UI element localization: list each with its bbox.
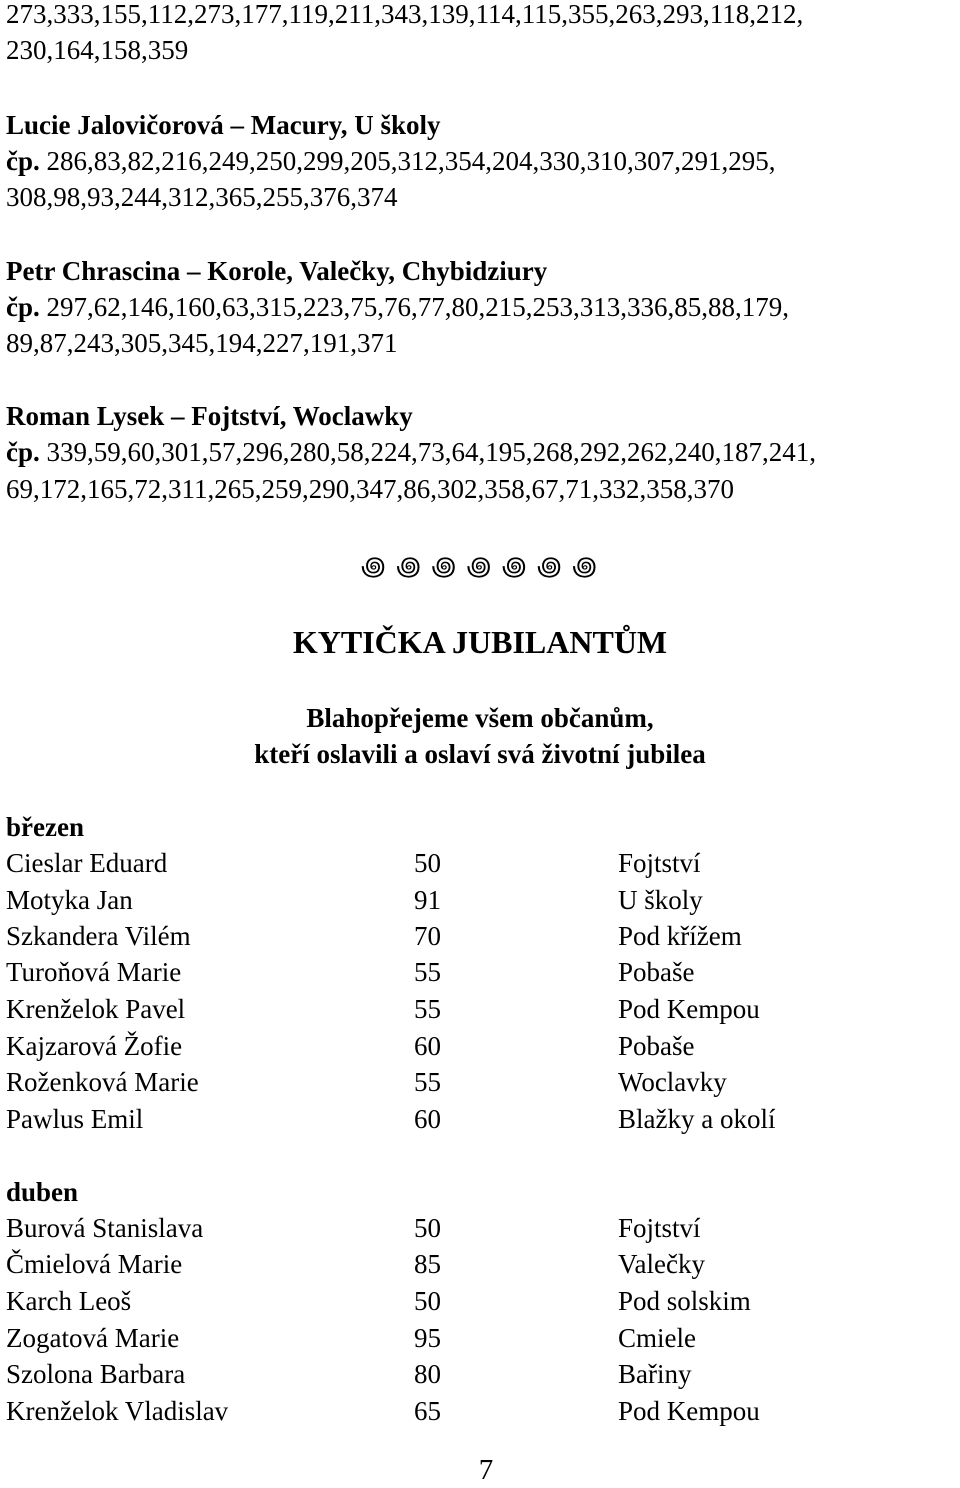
entry-numbers: 286,83,82,216,249,250,299,205,312,354,204,330,310,307,291,295, [39,146,776,176]
list-item [0,954,960,990]
person-place: Blažky a okolí [618,1104,776,1134]
list-item [0,845,960,881]
person-place: Fojtství [618,1213,701,1243]
list-item [0,1101,960,1137]
ornament-divider: ꩜ ꩜ ꩜ ꩜ ꩜ ꩜ ꩜ [361,552,599,581]
person-age: 85 [414,1249,441,1279]
intro-line: 273,333,155,112,273,177,119,211,343,139,114,115,355,263,293,118,212, [6,0,804,29]
person-place: Woclavky [618,1067,727,1097]
person-place: Pod křížem [618,921,742,951]
page-number: 7 [478,1454,494,1486]
person-age: 60 [414,1031,441,1061]
person-place: Valečky [618,1249,705,1279]
entry-numbers: 339,59,60,301,57,296,280,58,224,73,64,195,268,292,262,240,187,241, [39,437,816,467]
list-item [0,1320,960,1356]
cp-label: čp. [6,292,40,322]
list-item [0,1028,960,1064]
month-heading: březen [6,812,84,842]
person-age: 55 [414,1067,441,1097]
person-place: Bařiny [618,1359,692,1389]
list-item [0,1064,960,1100]
person-name: Čmielová Marie [6,1249,183,1279]
list-item [0,1210,960,1246]
entry-name: Lucie Jalovičorová – Macury, U školy [6,110,441,140]
entry-numbers-continued: 308,98,93,244,312,365,255,376,374 [6,182,398,212]
person-age: 50 [414,1213,441,1243]
person-place: Pod Kempou [618,1396,760,1426]
cp-label: čp. [6,437,40,467]
entry-numbers-continued: 69,172,165,72,311,265,259,290,347,86,302,358,67,71,332,358,370 [6,474,734,504]
person-age: 80 [414,1359,441,1389]
person-age: 70 [414,921,441,951]
month-heading: duben [6,1177,79,1207]
person-place: Pod solskim [618,1286,751,1316]
entry-numbers-line [6,434,816,470]
person-name: Burová Stanislava [6,1213,204,1243]
person-age: 50 [414,848,441,878]
person-name: Szolona Barbara [6,1359,186,1389]
entry-numbers: 297,62,146,160,63,315,223,75,76,77,80,215,253,313,336,85,88,179, [39,292,789,322]
person-name: Roženková Marie [6,1067,199,1097]
list-item [0,1246,960,1282]
list-item [0,918,960,954]
person-name: Karch Leoš [6,1286,132,1316]
intro-line: 230,164,158,359 [6,35,189,65]
person-name: Kajzarová Žofie [6,1031,183,1061]
cp-label: čp. [6,146,40,176]
entry-name: Petr Chrascina – Korole, Valečky, Chybidziury [6,256,548,286]
person-name: Pawlus Emil [6,1104,144,1134]
person-name: Krenželok Pavel [6,994,186,1024]
person-age: 55 [414,994,441,1024]
list-item [0,1283,960,1319]
person-name: Zogatová Marie [6,1323,180,1353]
entry-numbers-continued: 89,87,243,305,345,194,227,191,371 [6,328,398,358]
person-place: Pobaše [618,957,695,987]
list-item [0,991,960,1027]
person-name: Turoňová Marie [6,957,182,987]
person-name: Szkandera Vilém [6,921,191,951]
person-place: Pobaše [618,1031,695,1061]
person-name: Motyka Jan [6,885,133,915]
person-age: 95 [414,1323,441,1353]
section-subtitle: kteří oslavili a oslaví svá životní jubilea [254,739,706,769]
list-item [0,882,960,918]
list-item [0,1393,960,1429]
person-place: Pod Kempou [618,994,760,1024]
entry-numbers-line [6,289,789,325]
section-title: KYTIČKA JUBILANTŮM [292,624,668,660]
list-item [0,1356,960,1392]
person-age: 91 [414,885,441,915]
person-name: Krenželok Vladislav [6,1396,229,1426]
person-age: 55 [414,957,441,987]
person-place: Cmiele [618,1323,696,1353]
entry-name: Roman Lysek – Fojtství, Woclawky [6,401,413,431]
entry-numbers-line [6,143,776,179]
person-place: U školy [618,885,703,915]
person-age: 60 [414,1104,441,1134]
person-age: 50 [414,1286,441,1316]
person-age: 65 [414,1396,441,1426]
section-subtitle: Blahopřejeme všem občanům, [306,703,654,733]
person-place: Fojtství [618,848,701,878]
person-name: Cieslar Eduard [6,848,168,878]
